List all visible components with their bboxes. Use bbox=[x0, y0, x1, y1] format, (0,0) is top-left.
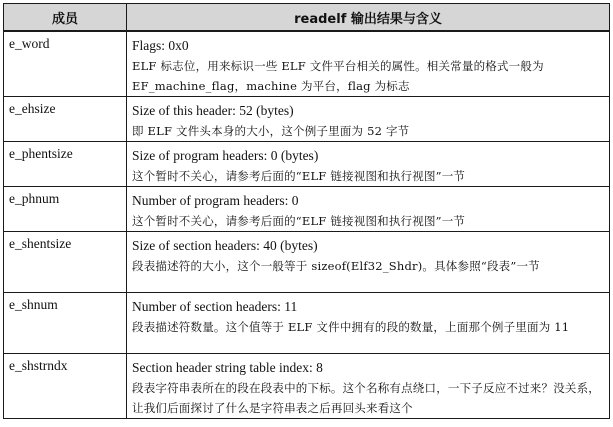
table-row-e-phnum bbox=[4, 187, 610, 232]
elf-header-table-container bbox=[3, 3, 609, 419]
description-cell bbox=[127, 187, 610, 232]
description-cell bbox=[127, 354, 610, 419]
description-cell bbox=[127, 232, 610, 293]
column-header-member: 成员 bbox=[4, 4, 127, 32]
column-header-output-meaning: readelf 输出结果与含义 bbox=[127, 4, 610, 32]
meaning-text: 这个暂时不关心，请参考后面的“ELF 链接视图和执行视图”一节 bbox=[132, 214, 466, 228]
readelf-output-line: Size of program headers: 0 (bytes) bbox=[132, 148, 319, 163]
member-name-cell: e_word bbox=[4, 31, 127, 97]
meaning-text: 段表描述符的大小，这个一般等于 sizeof(Elf32_Shdr)。具体参照“段表”一节 bbox=[132, 259, 540, 273]
meaning-text: 这个暂时不关心，请参考后面的“ELF 链接视图和执行视图”一节 bbox=[132, 169, 466, 183]
readelf-output-line: Size of this header: 52 (bytes) bbox=[132, 103, 294, 118]
member-name-cell: e_shstrndx bbox=[4, 354, 127, 419]
description-cell bbox=[127, 31, 610, 97]
table-row-e-phentsize bbox=[4, 142, 610, 187]
readelf-output-line: Section header string table index: 8 bbox=[132, 360, 323, 375]
elf-header-fields-table bbox=[3, 3, 610, 419]
table-row-e-shnum bbox=[4, 293, 610, 354]
table-header-row bbox=[4, 4, 610, 32]
member-name-cell: e_shentsize bbox=[4, 232, 127, 293]
table-row-e-word bbox=[4, 31, 610, 97]
description-cell bbox=[127, 293, 610, 354]
readelf-output-line: Size of section headers: 40 (bytes) bbox=[132, 238, 318, 253]
meaning-text: 段表字符串表所在的段在段表中的下标。这个名称有点绕口，一下子反应不过来？没关系，让我们后面探讨了什么是字符串表之后再回头来看这个 bbox=[132, 381, 600, 415]
member-name-cell: e_ehsize bbox=[4, 97, 127, 142]
table-row-e-shentsize bbox=[4, 232, 610, 293]
readelf-output-line: Number of section headers: 11 bbox=[132, 299, 298, 314]
table-row-e-shstrndx bbox=[4, 354, 610, 419]
readelf-output-line: Number of program headers: 0 bbox=[132, 193, 299, 208]
member-name-cell: e_shnum bbox=[4, 293, 127, 354]
description-cell bbox=[127, 142, 610, 187]
description-cell bbox=[127, 97, 610, 142]
meaning-text: 段表描述符数量。这个值等于 ELF 文件中拥有的段的数量，上面那个例子里面为 11 bbox=[132, 320, 570, 334]
table-row-e-ehsize bbox=[4, 97, 610, 142]
readelf-output-line: Flags: 0x0 bbox=[132, 38, 189, 53]
member-name-cell: e_phnum bbox=[4, 187, 127, 232]
member-name-cell: e_phentsize bbox=[4, 142, 127, 187]
meaning-text: ELF 标志位，用来标识一些 ELF 文件平台相关的属性。相关常量的格式一般为 EF_machine_flag，machine 为平台，flag 为标志 bbox=[132, 59, 544, 93]
meaning-text: 即 ELF 文件头本身的大小，这个例子里面为 52 字节 bbox=[132, 124, 410, 138]
